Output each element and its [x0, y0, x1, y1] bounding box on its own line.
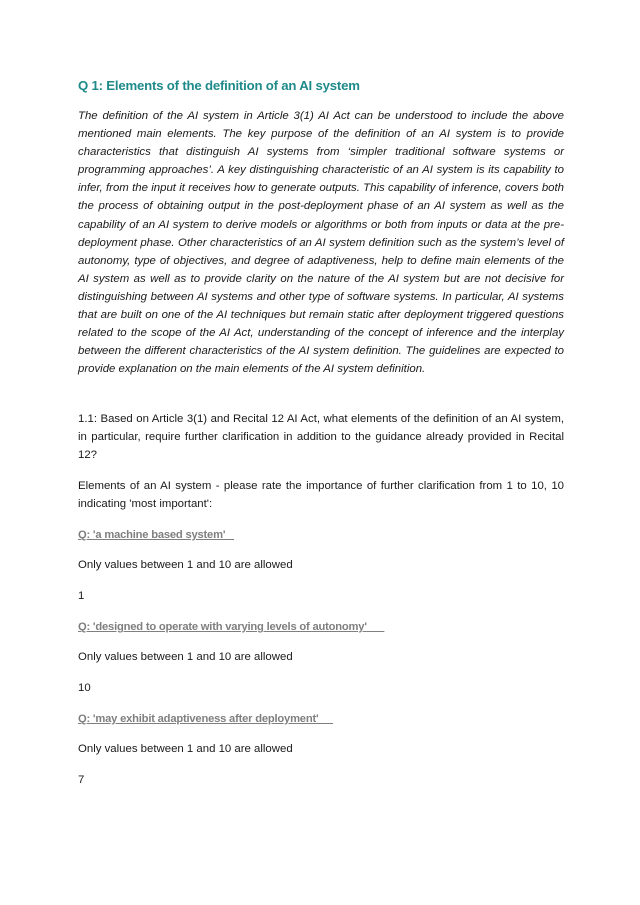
- underline-tail: [367, 621, 384, 633]
- question-label-adaptiveness: [78, 713, 333, 725]
- question-label-text: Q: 'a machine based system': [78, 529, 226, 541]
- value-range-hint: Only values between 1 and 10 are allowed: [78, 559, 293, 571]
- value-range-hint: Only values between 1 and 10 are allowed: [78, 743, 293, 755]
- intro-paragraph: The definition of the AI system in Article 3(1) AI Act can be understood to include the above mentioned main elements. The key purpose of the definition of an AI system is to provide characteristics that distinguish AI systems from ‘simpler traditional software systems or programming approaches’. A key distinguishing characteristic of an AI system is its capability to infer, from the input it receives how to generate outputs. This capability of inference, covers both the process of obtaining output in the post-deployment phase of an AI system as well as the capability of an AI system to derive models or algorithms or both from inputs or data at the pre-deployment phase. Other characteristics of an AI system definition such as the system’s level of autonomy, type of objectives, and degree of adaptiveness, help to define main elements of the AI system as well as to provide clarity on the nature of the AI system but are not decisive for distinguishing between AI systems and other type of software systems. In particular, AI systems that are built on one of the AI techniques but remain static after deployment triggered questions related to the scope of the AI Act, understanding of the concept of inference and the interplay between the different characteristics of the AI system definition. The guidelines are expected to provide explanation on the main elements of the AI system definition.: [78, 110, 564, 376]
- value-range-hint: Only values between 1 and 10 are allowed: [78, 651, 293, 663]
- rating-value: 7: [78, 774, 85, 786]
- question-label-text: Q: 'designed to operate with varying levels of autonomy': [78, 621, 367, 633]
- rating-instructions: Elements of an AI system - please rate the importance of further clarification from 1 to 10, 10 indicating 'most important':: [78, 480, 564, 511]
- question-label-autonomy: [78, 621, 384, 633]
- underline-tail: [225, 529, 234, 541]
- question-label-machine-based-system: [78, 529, 234, 541]
- rating-value: 1: [78, 590, 85, 602]
- section-title: Q 1: Elements of the definition of an AI system: [78, 78, 360, 93]
- underline-tail: [318, 713, 333, 725]
- rating-value: 10: [78, 682, 91, 694]
- question-1-1-text: 1.1: Based on Article 3(1) and Recital 12 AI Act, what elements of the definition of an AI system, in particular, require further clarification in addition to the guidance already provided in Recital 12?: [78, 413, 564, 462]
- question-label-text: Q: 'may exhibit adaptiveness after deployment': [78, 713, 319, 725]
